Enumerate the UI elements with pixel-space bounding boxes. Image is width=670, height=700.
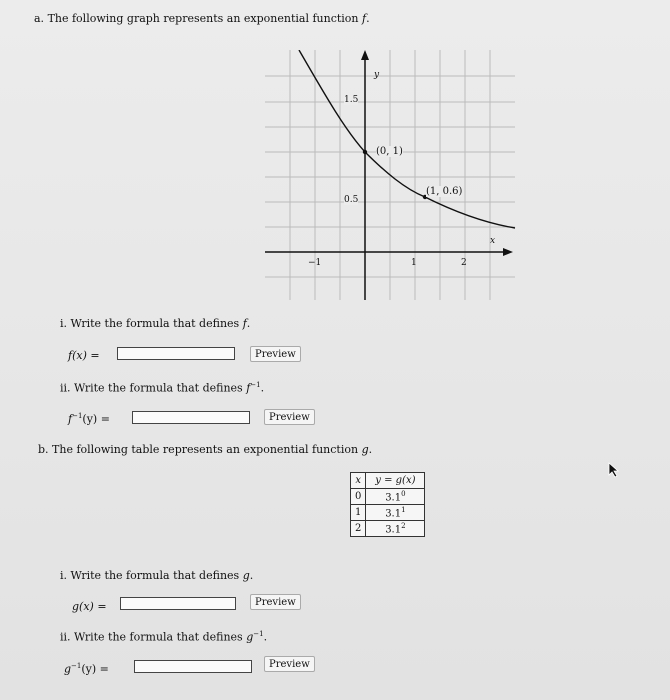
- ginv-prompt-sup: −1: [71, 662, 82, 670]
- part-a-ii-question: ii. Write the formula that defines $f^{-1}$.: [60, 381, 265, 395]
- part-b-ii-sup: −1: [253, 630, 264, 638]
- x-tick-label-1: 1: [411, 258, 417, 268]
- part-b-i-question: i. Write the formula that defines g.: [60, 569, 254, 582]
- gx-prompt: g(x) =: [72, 600, 107, 613]
- table-cell-y: [366, 505, 425, 521]
- table-header-row: [351, 473, 425, 489]
- x-axis-label: x: [490, 236, 496, 246]
- part-b-ii-func: g: [246, 630, 254, 644]
- y-axis-label: y: [374, 70, 380, 80]
- x-tick-label-2: 2: [461, 258, 467, 268]
- ginv-prompt-rest: (y) =: [81, 662, 109, 676]
- ginv-preview-button[interactable]: Preview: [264, 656, 315, 672]
- ginv-input[interactable]: [134, 660, 252, 673]
- finv-input[interactable]: [132, 411, 250, 424]
- part-b-ii-question: ii. Write the formula that defines $g^{-1}$.: [60, 630, 268, 644]
- table-header-x: x: [351, 473, 366, 489]
- part-a-ii-func: f: [246, 381, 251, 395]
- y-axis-arrow-icon: [361, 50, 369, 60]
- part-a-i-label: i. Write the formula that defines: [60, 317, 240, 330]
- table-row: [351, 521, 425, 537]
- ginv-prompt: [64, 662, 109, 676]
- table-cell-exp: 0: [401, 489, 406, 498]
- part-b-i-label: i. Write the formula that defines: [60, 569, 240, 582]
- finv-prompt-f: f: [68, 412, 73, 426]
- gx-input[interactable]: [120, 597, 236, 610]
- table-cell-y: [366, 489, 425, 505]
- table-cell-x: 1: [351, 505, 366, 521]
- part-a-period: .: [366, 12, 370, 25]
- finv-preview-button[interactable]: Preview: [264, 409, 315, 425]
- part-a-i-question: i. Write the formula that defines f.: [60, 317, 251, 330]
- part-a-ii-label: ii. Write the formula that defines: [60, 381, 243, 395]
- y-tick-label-0.5: 0.5: [344, 195, 359, 205]
- part-a-i-func: f: [242, 317, 247, 330]
- finv-prompt: [68, 412, 110, 426]
- exponential-graph: [265, 50, 517, 302]
- finv-prompt-rest: (y) =: [82, 412, 110, 426]
- fx-preview-button[interactable]: Preview: [250, 346, 301, 362]
- part-a-ii-sup: −1: [250, 381, 261, 389]
- fx-input[interactable]: [117, 347, 235, 360]
- table-cell-x: 0: [351, 489, 366, 505]
- table-cell-base: 3.1: [385, 524, 402, 536]
- table-cell-base: 3.1: [385, 492, 402, 504]
- table-header-y: y = g(x): [366, 473, 425, 489]
- part-a-header: [34, 12, 370, 25]
- point-label-0-1: (0, 1): [376, 146, 403, 157]
- part-b-i-func: g: [242, 569, 250, 582]
- fx-prompt: f(x) =: [68, 349, 100, 362]
- table-row: [351, 489, 425, 505]
- ginv-prompt-g: g: [64, 662, 72, 676]
- part-b-func-name: g: [361, 443, 369, 456]
- exponential-curve: [299, 50, 515, 228]
- g-values-table: [350, 472, 425, 537]
- table-cell-exp: 2: [401, 521, 406, 530]
- finv-prompt-sup: −1: [72, 412, 83, 420]
- part-b-header: b. The following table represents an exponential function g.: [38, 443, 373, 456]
- x-axis-arrow-icon: [503, 248, 513, 256]
- y-tick-label-1.5: 1.5: [344, 95, 359, 105]
- mouse-cursor-icon: [608, 462, 620, 478]
- table-cell-base: 3.1: [385, 508, 402, 520]
- point-0-1: [363, 150, 367, 154]
- part-a-func-name: f: [362, 12, 367, 25]
- x-tick-label-neg1: −1: [308, 258, 322, 268]
- gx-preview-button[interactable]: Preview: [250, 594, 301, 610]
- table-cell-exp: 1: [401, 505, 406, 514]
- part-b-intro: The following table represents an exponential function: [52, 443, 359, 456]
- table-row: [351, 505, 425, 521]
- part-a-label: a.: [34, 12, 45, 25]
- part-b-label: b.: [38, 443, 49, 456]
- table-cell-y: [366, 521, 425, 537]
- part-b-ii-label: ii. Write the formula that defines: [60, 630, 243, 644]
- table-cell-x: 2: [351, 521, 366, 537]
- part-a-intro: The following graph represents an exponential function: [47, 12, 359, 25]
- point-label-1-0.6: (1, 0.6): [426, 186, 463, 197]
